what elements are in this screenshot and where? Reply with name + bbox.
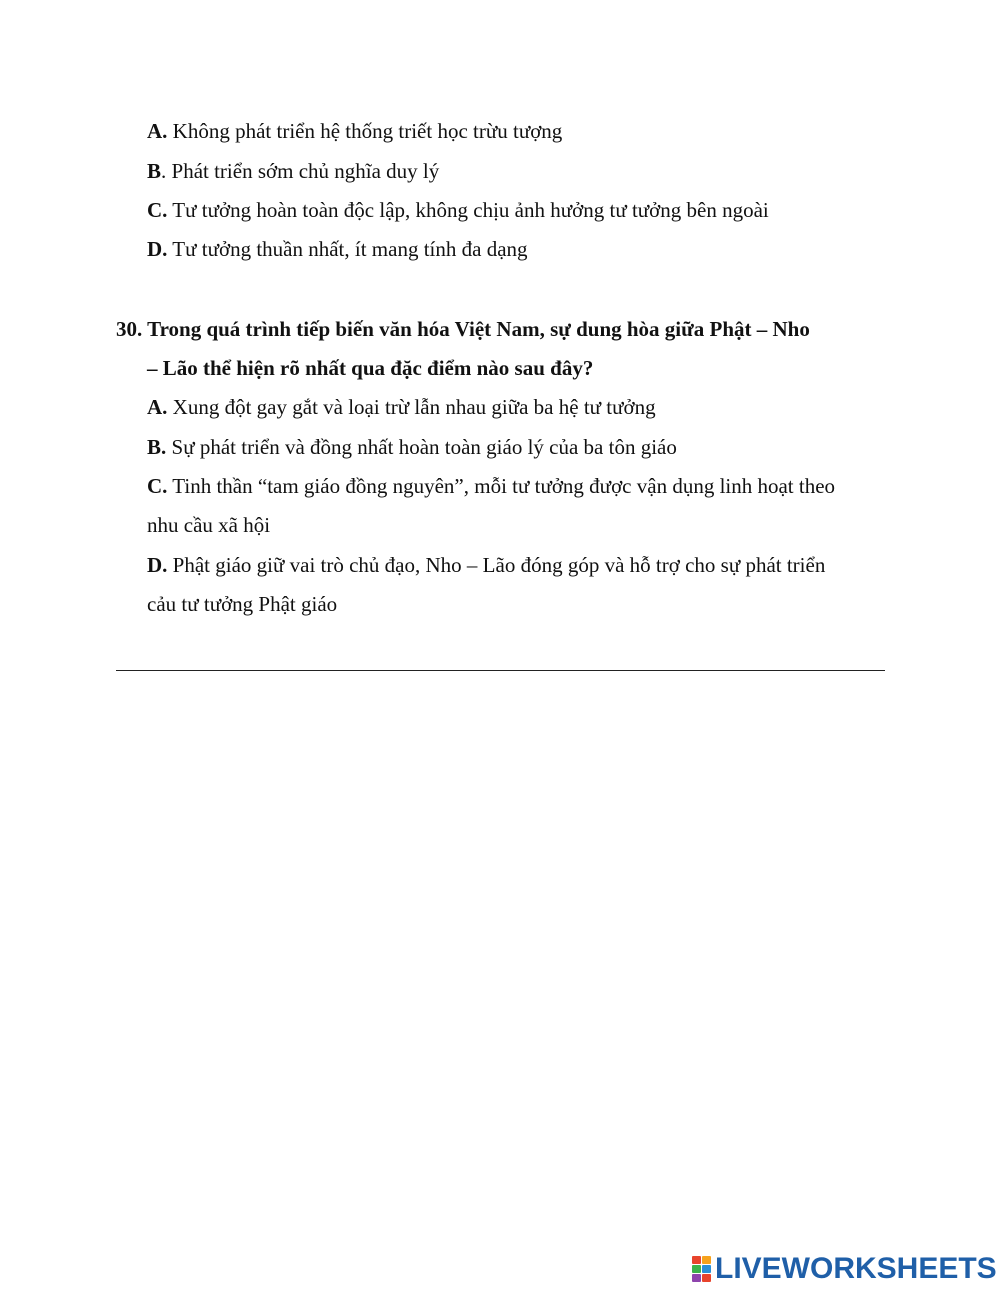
q30-option-c-continuation: nhu cầu xã hội [147,513,271,537]
q29-option-c [147,196,769,224]
q30-question-line2: – Lão thể hiện rõ nhất qua đặc điểm nào sau đây? [147,356,594,380]
q30-question-line1: 30. Trong quá trình tiếp biến văn hóa Việt Nam, sự dung hòa giữa Phật – Nho [116,317,810,341]
option-text: Sự phát triển và đồng nhất hoàn toàn giáo lý của ba tôn giáo [166,435,677,459]
option-letter: C. [147,474,168,498]
option-text: Tư tưởng thuần nhất, ít mang tính đa dạng [167,237,528,261]
option-letter: B [147,159,162,183]
option-letter: A. [147,395,168,419]
option-letter: D. [147,553,168,577]
logo-block [692,1274,701,1282]
option-letter: C. [147,198,168,222]
option-text: Không phát triển hệ thống triết học trừu tượng [167,119,563,143]
option-text: . Phát triển sớm chủ nghĩa duy lý [161,159,440,183]
option-letter: D. [147,237,168,261]
logo-block [692,1256,701,1264]
q30-option-d [147,551,825,579]
q30-option-a [147,393,656,421]
q30-option-d-continuation: cảu tư tưởng Phật giáo [147,592,338,616]
option-text: Xung đột gay gắt và loại trừ lẫn nhau giữa ba hệ tư tưởng [167,395,656,419]
logo-block [692,1265,701,1273]
logo-blocks-icon [692,1256,712,1282]
q30-option-c [147,472,835,500]
q30-option-b [147,433,677,461]
option-letter: B. [147,435,167,459]
q29-option-b [147,157,439,185]
logo-block [702,1265,711,1273]
option-text: Tư tưởng hoàn toàn độc lập, không chịu ảnh hưởng tư tưởng bên ngoài [167,198,769,222]
option-text: Phật giáo giữ vai trò chủ đạo, Nho – Lão đóng góp và hỗ trợ cho sự phát triển [167,553,826,577]
option-text: Tinh thần “tam giáo đồng nguyên”, mỗi tư tưởng được vận dụng linh hoạt theo [167,474,836,498]
horizontal-divider [116,670,885,671]
option-letter: A. [147,119,168,143]
liveworksheets-logo [692,1253,997,1285]
logo-text: LIVEWORKSHEETS [715,1252,997,1285]
q29-option-a [147,117,562,145]
logo-block [702,1274,711,1282]
q29-option-d [147,235,528,263]
logo-block [702,1256,711,1264]
